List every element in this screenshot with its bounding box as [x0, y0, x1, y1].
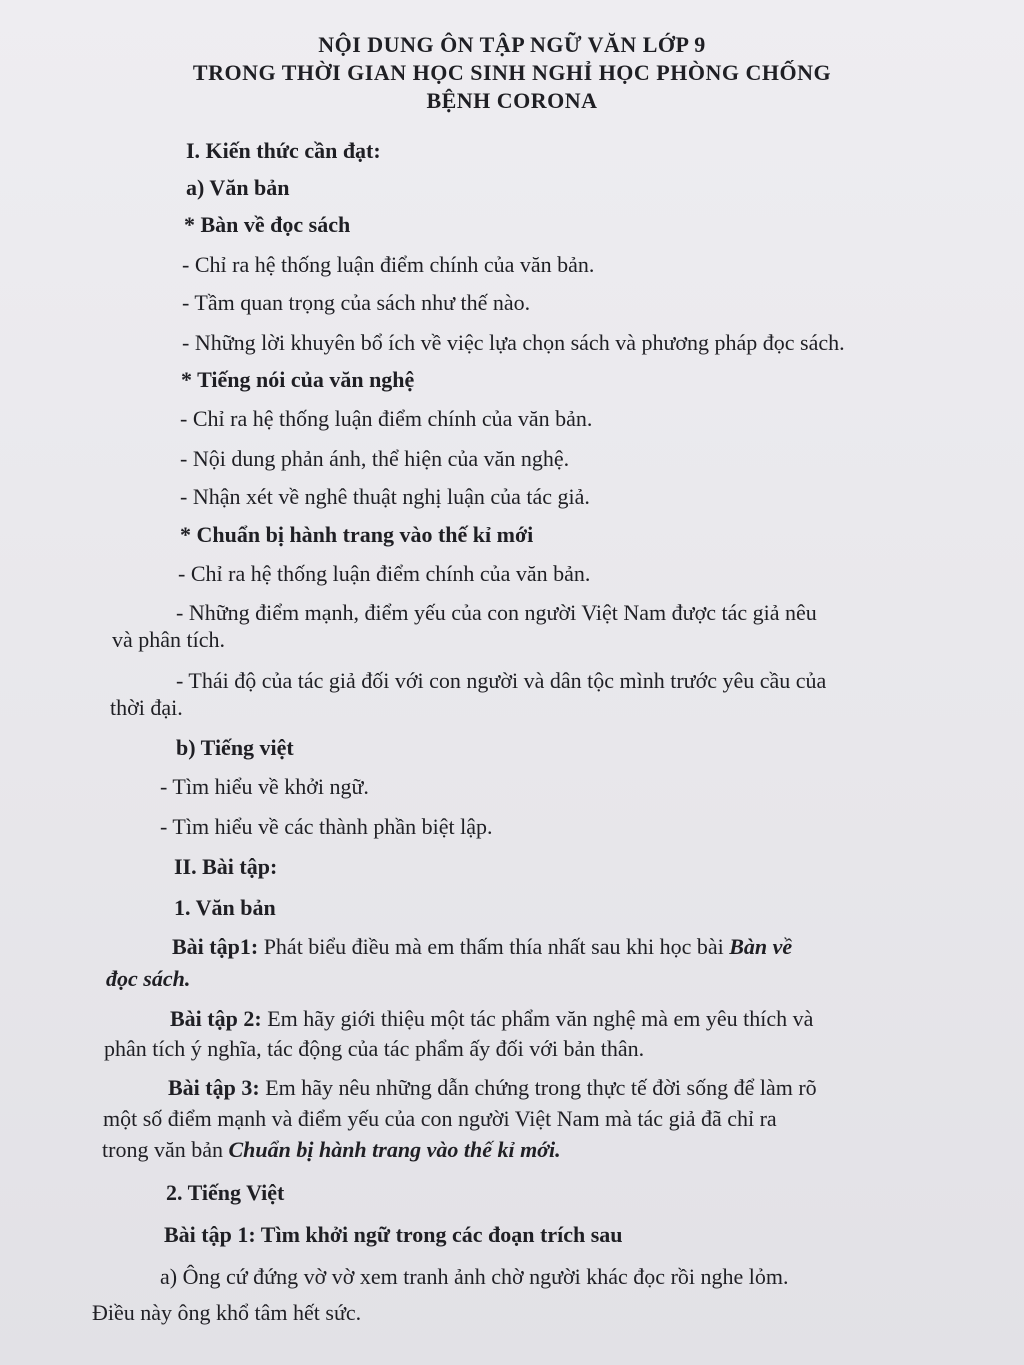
exercise-1-emphasis-cont: đọc sách. [106, 966, 191, 991]
text1-item-3: - Những lời khuyên bổ ích về việc lựa chọn sách và phương pháp đọc sách. [182, 330, 845, 355]
exercise-2-text: Em hãy giới thiệu một tác phẩm văn nghệ mà em yêu thích và [261, 1006, 814, 1031]
exercise-1-text: Phát biểu điều mà em thấm thía nhất sau khi học bài [258, 934, 730, 959]
exercise-3-line3-text: trong văn bản [102, 1137, 229, 1162]
text2-item-2: - Nội dung phản ánh, thể hiện của văn nghệ. [180, 446, 570, 471]
exercise-3 [168, 1077, 817, 1099]
exercise-1-emphasis: Bàn về [729, 934, 793, 959]
text2-item-3: - Nhận xét về nghê thuật nghị luận của tác giả. [180, 484, 590, 509]
text3-item-2-cont: và phân tích. [112, 627, 226, 652]
text3-item-3-cont: thời đại. [110, 695, 183, 720]
text1-item-1: - Chỉ ra hệ thống luận điểm chính của văn bản. [182, 252, 595, 277]
section-2-heading: II. Bài tập: [174, 854, 278, 879]
exercise-2-label: Bài tập 2: [170, 1006, 262, 1031]
exercise-1-label: Bài tập1: [172, 934, 259, 959]
text1-title: * Bàn về đọc sách [184, 212, 351, 237]
b-item-1: - Tìm hiểu về khởi ngữ. [160, 774, 369, 799]
text3-title: * Chuẩn bị hành trang vào thế kỉ mới [180, 522, 534, 547]
exercise-3-emphasis: Chuẩn bị hành trang vào thế kỉ mới. [228, 1137, 561, 1162]
subsection-2-heading: 2. Tiếng Việt [166, 1180, 285, 1205]
text1-item-2: - Tầm quan trọng của sách như thế nào. [182, 290, 531, 315]
subsection-a-heading: a) Văn bản [186, 175, 290, 200]
title-line-3: BỆNH CORONA [426, 88, 598, 113]
exercise-3-text: Em hãy nêu những dẫn chứng trong thực tế đời sống để làm rõ [259, 1075, 817, 1100]
text3-item-3: - Thái độ của tác giả đối với con người và dân tộc mình trước yêu cầu của [176, 668, 827, 693]
title-line-1: NỘI DUNG ÔN TẬP NGỮ VĂN LỚP 9 [318, 32, 706, 57]
section-1-heading: I. Kiến thức cần đạt: [186, 138, 381, 163]
exercise-3-cont: một số điểm mạnh và điểm yếu của con người Việt Nam mà tác giả đã chỉ ra [103, 1106, 777, 1131]
text3-item-2: - Những điểm mạnh, điểm yếu của con người Việt Nam được tác giả nêu [176, 600, 817, 625]
text2-title: * Tiếng nói của văn nghệ [181, 367, 415, 392]
b-item-2: - Tìm hiểu về các thành phần biệt lập. [160, 814, 493, 839]
tv-exercise-1: Bài tập 1: Tìm khởi ngữ trong các đoạn trích sau [164, 1222, 623, 1247]
exercise-2 [170, 1008, 813, 1030]
tv-exercise-1-a: a) Ông cứ đứng vờ vờ xem tranh ảnh chờ người khác đọc rồi nghe lỏm. [160, 1264, 789, 1289]
subsection-b-heading: b) Tiếng việt [176, 735, 294, 760]
exercise-1 [172, 936, 792, 958]
title-line-2: TRONG THỜI GIAN HỌC SINH NGHỈ HỌC PHÒNG CHỐNG [192, 60, 832, 85]
exercise-3-cont-2 [102, 1139, 561, 1161]
exercise-3-label: Bài tập 3: [168, 1075, 260, 1100]
text3-item-1: - Chỉ ra hệ thống luận điểm chính của văn bản. [178, 561, 591, 586]
subsection-1-heading: 1. Văn bản [174, 895, 276, 920]
tv-exercise-1-a-cont: Điều này ông khổ tâm hết sức. [92, 1300, 362, 1325]
text2-item-1: - Chỉ ra hệ thống luận điểm chính của văn bản. [180, 406, 593, 431]
exercise-2-cont: phân tích ý nghĩa, tác động của tác phẩm ấy đối với bản thân. [104, 1036, 645, 1061]
